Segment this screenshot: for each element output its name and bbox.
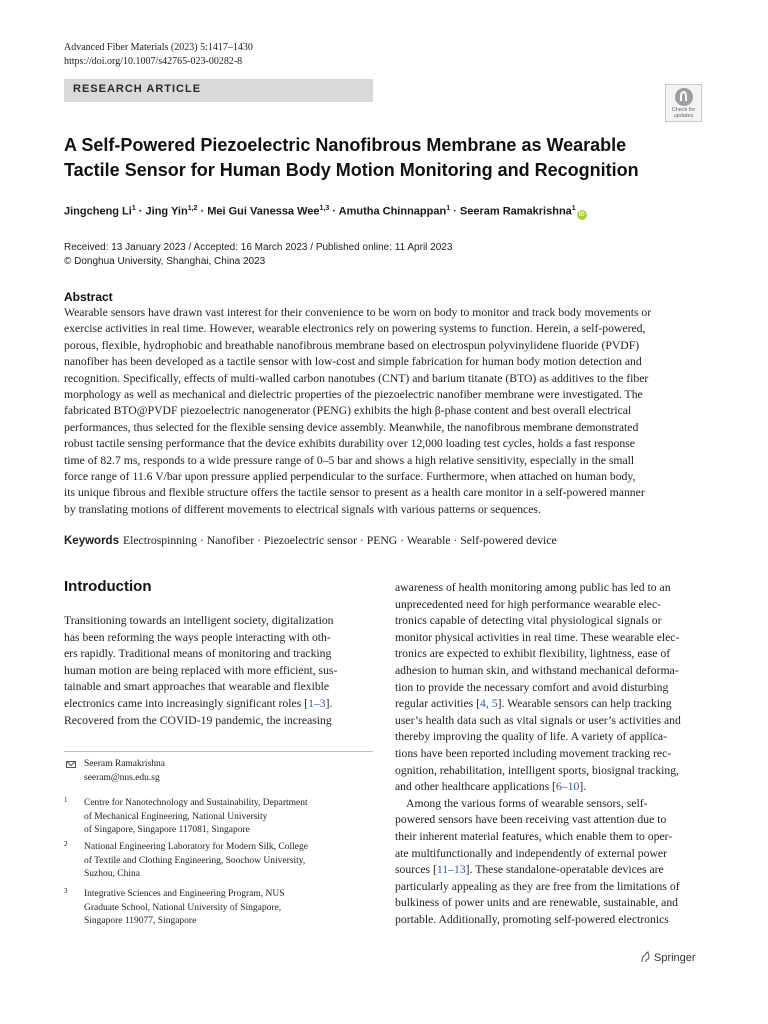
- line-text: tions have been reported including movement tracking rec-: [395, 746, 672, 760]
- affiliation-line: of Textile and Clothing Engineering, Soochow University,: [84, 855, 306, 866]
- text-line: [395, 862, 704, 879]
- line-text: user’s health data such as vital signals or user’s activities and: [395, 713, 681, 727]
- publisher-name: Springer: [654, 952, 696, 964]
- line-text: Recovered from the COVID-19 pandemic, the increasing: [64, 713, 332, 727]
- text-line: [64, 630, 373, 647]
- line-text: ate multifunctionally and independently of external power: [395, 846, 667, 860]
- abstract-line: nanofiber has been developed as a tactile sensor with low-cost and simple fabrication for human body motion detection and: [64, 355, 642, 369]
- author-affiliation: 1,3: [319, 205, 330, 212]
- publisher-logo: [640, 951, 696, 964]
- text-line: [395, 580, 704, 597]
- keywords-label: Keywords: [64, 535, 119, 547]
- line-text: sources [: [395, 863, 437, 877]
- affiliation-line: Integrative Sciences and Engineering Program, NUS: [84, 889, 285, 899]
- line-text: their inherent material features, which enable them to oper-: [395, 829, 673, 843]
- check-updates-line2: updates: [673, 113, 694, 119]
- line-text: particularly appealing as they are free from the limitations of: [395, 879, 680, 893]
- affiliation-number: 2: [64, 840, 68, 848]
- citation-link[interactable]: 6–10: [555, 780, 580, 794]
- abstract-line: exercise activities in real time. However, wearable electronics rely on powering systems to function. Herein, a self-powered,: [64, 322, 646, 336]
- correspondence-email[interactable]: seeram@nus.edu.sg: [84, 772, 160, 783]
- text-line: [395, 779, 704, 796]
- author-affiliation: 1: [571, 205, 576, 212]
- text-line: [395, 796, 704, 813]
- line-text: Among the various forms of wearable sensors, self-: [395, 796, 648, 810]
- text-line: [64, 679, 373, 696]
- springer-horse-icon: [640, 951, 651, 963]
- abstract-heading: Abstract: [64, 290, 113, 304]
- line-text: tainable and smart approaches that wearable and flexible: [64, 680, 330, 694]
- affiliation-number: 1: [64, 796, 68, 804]
- abstract-line: porous, flexible, hydrophobic and breathable nanofibrous membrane based on electrospun polyvinylidene fluoride (PVDF): [64, 338, 640, 352]
- line-text: awareness of health monitoring among public has led to an: [395, 581, 671, 594]
- abstract-line: morphology as well as mechanical and dielectric properties of the piezoelectric nanofiber membrane were investigated. The: [64, 388, 643, 402]
- check-for-updates-button[interactable]: [665, 84, 702, 122]
- line-text: human motion are being replaced with more efficient, sus-: [64, 663, 338, 677]
- author-name[interactable]: Jingcheng Li: [64, 205, 132, 218]
- abstract-line: recognition. Specifically, effects of multi-walled carbon nanotubes (CNT) and barium titanate (BTO) as additives to the fiber: [64, 371, 649, 385]
- text-line: [395, 829, 704, 846]
- author-name[interactable]: Amutha Chinnappan: [338, 205, 447, 218]
- line-text: ]. These standalone-operatable devices are: [465, 863, 664, 877]
- author-affiliation: 1: [131, 205, 136, 212]
- text-line: [64, 613, 373, 630]
- text-line: [395, 646, 704, 663]
- text-line: [395, 696, 704, 713]
- line-text: thereby improving the quality of life. A variety of applica-: [395, 730, 667, 744]
- article-type-bar: [64, 79, 373, 102]
- author-name[interactable]: Jing Yin: [145, 205, 188, 218]
- line-text: tronics are expected to exhibit flexibility, lightness, ease of: [395, 647, 671, 661]
- text-line: [395, 713, 704, 730]
- affiliation-line: National Engineering Laboratory for Modern Silk, College: [84, 842, 308, 852]
- line-text: and other healthcare applications [: [395, 780, 556, 794]
- author-separator: ·: [197, 205, 208, 218]
- line-text: regular activities [: [395, 697, 481, 711]
- check-updates-line1: Check for: [671, 107, 696, 113]
- title-line: A Self-Powered Piezoelectric Nanofibrous Membrane as Wearable: [64, 135, 627, 155]
- text-line: [395, 613, 704, 630]
- line-text: ognition, rehabilitation, intelligent sports, biosignal tracking,: [395, 763, 680, 777]
- line-text: unprecedented need for high performance wearable elec-: [395, 597, 662, 611]
- author-name[interactable]: Mei Gui Vanessa Wee: [207, 205, 320, 218]
- line-text: ]. Wearable sensors can help tracking: [497, 697, 672, 711]
- check-updates-icon: [675, 88, 693, 106]
- line-text: portable. Additionally, promoting self-powered electronics: [395, 912, 669, 926]
- mail-icon: [66, 761, 76, 768]
- author-affiliation: 1: [446, 205, 451, 212]
- date-history: Received: 13 January 2023 / Accepted: 16 March 2023 / Published online: 11 April 2023: [64, 242, 453, 253]
- author-name[interactable]: Seeram Ramakrishna: [459, 205, 572, 218]
- abstract-line: force range of 11.6 V/bar upon pressure applied perpendicular to the surface. Furthermore, when attached on human body,: [64, 470, 636, 484]
- text-line: [395, 812, 704, 829]
- line-text: powered sensors have been receiving vast attention due to: [395, 813, 667, 827]
- text-line: [395, 763, 704, 780]
- line-text: has been reforming the ways people interacting with oth-: [64, 630, 331, 644]
- text-line: [395, 912, 704, 929]
- affiliation-line: Graduate School, National University of Singapore,: [84, 902, 282, 913]
- text-line: [395, 597, 704, 614]
- citation-link[interactable]: 4, 5: [480, 697, 498, 711]
- abstract-line: fabricated BTO@PVDF piezoelectric nanogenerator (PENG) exhibits the high β-phase content and best overall electrical: [64, 404, 632, 418]
- abstract-line: Wearable sensors have drawn vast interest for their convenience to be worn on body to monitor and track body movements or: [64, 306, 652, 319]
- author-list: [64, 201, 587, 220]
- affiliation-number: 3: [64, 887, 68, 895]
- text-line: [395, 680, 704, 697]
- introduction-heading: Introduction: [64, 578, 152, 595]
- author-separator: ·: [450, 205, 460, 218]
- affiliation-line: of Singapore, Singapore 117081, Singapore: [84, 825, 250, 835]
- copyright-line: © Donghua University, Shanghai, China 2023: [64, 256, 266, 267]
- text-line: [64, 696, 373, 713]
- doi-link[interactable]: https://doi.org/10.1007/s42765-023-00282-8: [64, 56, 243, 67]
- line-text: ers rapidly. Traditional means of monitoring and tracking: [64, 647, 332, 661]
- abstract-line: performances, thus selected for the flexible sensing device assembly. Meanwhile, the nanofibrous membrane demonstrated: [64, 420, 639, 434]
- affiliation-line: Centre for Nanotechnology and Sustainability, Department: [84, 798, 308, 808]
- author-separator: ·: [329, 205, 339, 218]
- footnote-divider: [64, 751, 373, 752]
- line-text: ].: [579, 780, 587, 794]
- journal-header: [64, 41, 253, 69]
- article-title: [64, 133, 674, 183]
- author-affiliation: 1,2: [187, 205, 198, 212]
- abstract-line: its unique fibrous and flexible structure offers the tactile sensor to present as a health care monitor in a self-powered manner: [64, 486, 645, 500]
- text-line: [64, 713, 373, 730]
- line-text: Transitioning towards an intelligent society, digitalization: [64, 614, 334, 627]
- orcid-icon[interactable]: iD: [578, 211, 585, 218]
- affiliation-line: of Mechanical Engineering, National University: [84, 811, 268, 822]
- abstract-line: time of 82.7 ms, responds to a wide pressure range of 0–5 bar and shows a high relative sensitivity, especially in the small: [64, 453, 635, 467]
- journal-citation: Advanced Fiber Materials (2023) 5:1417–1430: [64, 42, 253, 53]
- keywords: [64, 533, 557, 549]
- line-text: adhesion to human skin, and withstand mechanical deforma-: [395, 663, 679, 677]
- abstract-line: by translating motions of different movements to electrical signals with various patterns or sequences.: [64, 502, 541, 516]
- text-line: [395, 746, 704, 763]
- article-type-label: RESEARCH ARTICLE: [73, 83, 202, 95]
- line-text: tion to provide the necessary comfort and avoid disturbing: [395, 680, 669, 694]
- text-line: [395, 846, 704, 863]
- line-text: monitor physical activities in real time. These wearable elec-: [395, 630, 680, 644]
- abstract-line: robust tactile sensing performance that the device exhibits durability over 12,000 loading test cycles, holds a fast response: [64, 437, 635, 451]
- line-text: ].: [325, 696, 333, 710]
- publication-dates: [64, 241, 452, 269]
- text-line: [395, 879, 704, 896]
- text-line: [395, 630, 704, 647]
- citation-link[interactable]: 1–3: [308, 696, 326, 710]
- text-line: [395, 729, 704, 746]
- line-text: tronics capable of detecting vital physiological signals or: [395, 614, 662, 628]
- affiliation-line: Suzhou, China: [84, 869, 140, 879]
- title-line: Tactile Sensor for Human Body Motion Monitoring and Recognition: [64, 160, 639, 180]
- affiliation-line: Singapore 119077, Singapore: [84, 916, 197, 926]
- abstract-body: [64, 305, 704, 518]
- citation-link[interactable]: 11–13: [436, 863, 466, 877]
- correspondence-name: Seeram Ramakrishna: [84, 759, 165, 769]
- text-line: [395, 663, 704, 680]
- right-column-text: [395, 580, 704, 928]
- left-column-text: [64, 613, 373, 729]
- line-text: electronics came into increasingly significant roles [: [64, 696, 309, 710]
- text-line: [64, 663, 373, 680]
- text-line: [395, 895, 704, 912]
- line-text: bulkiness of power units and are renewable, sustainable, and: [395, 896, 679, 910]
- author-separator: ·: [135, 205, 146, 218]
- text-line: [64, 646, 373, 663]
- keywords-text: Electrospinning · Nanofiber · Piezoelectric sensor · PENG · Wearable · Self-powered device: [122, 534, 557, 547]
